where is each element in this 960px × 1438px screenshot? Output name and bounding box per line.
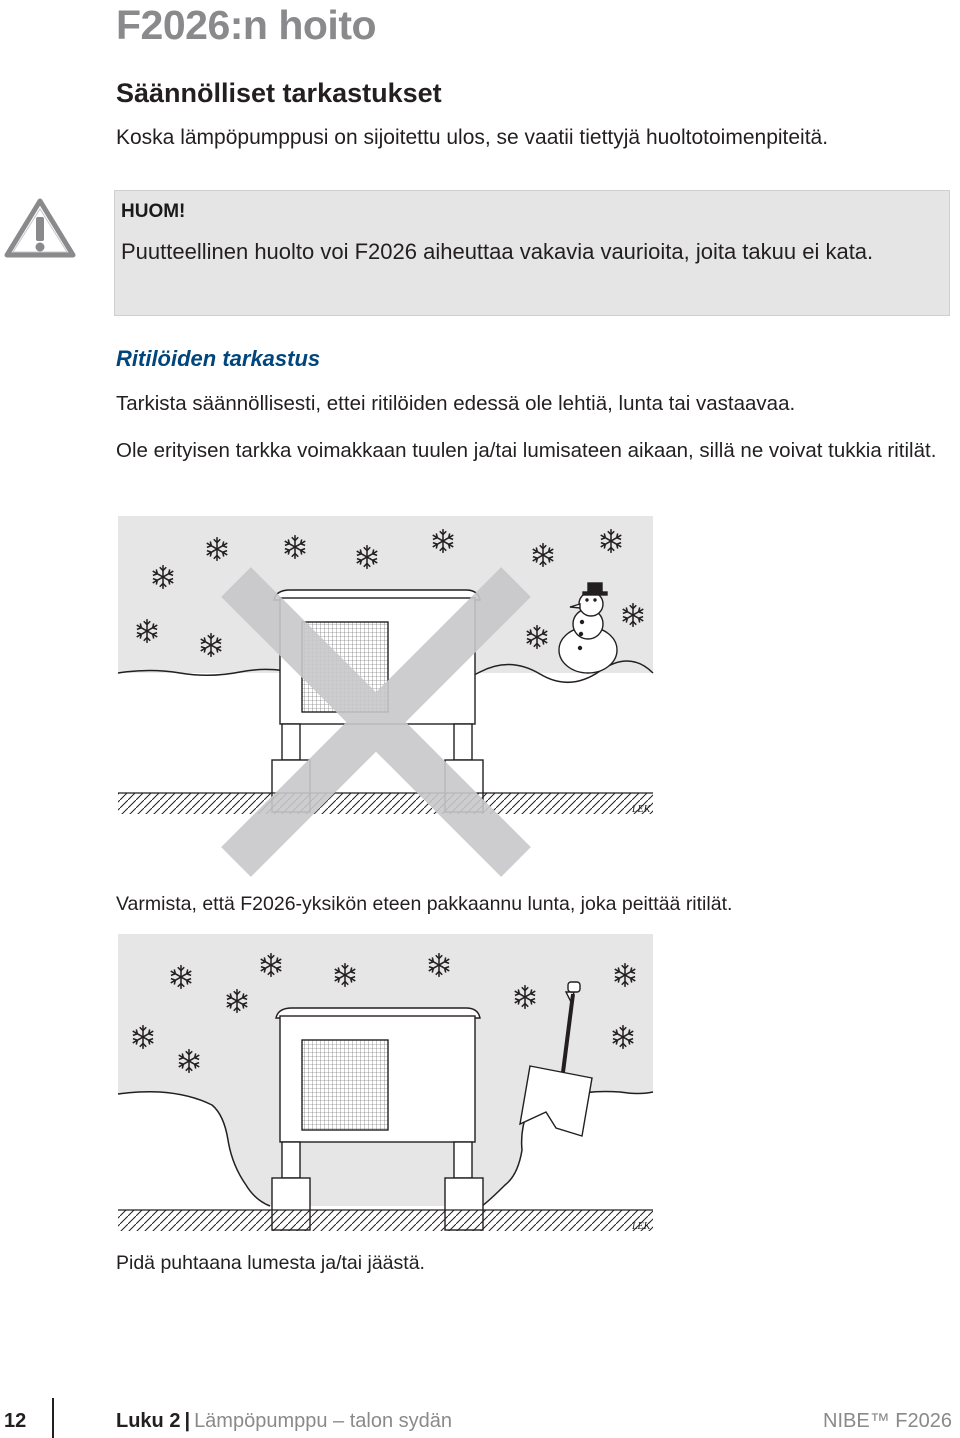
figure-1-caption: Varmista, että F2026-yksikön eteen pakkaannu lunta, joka peittää ritilät. [116,893,733,915]
footer-brand: NIBE™ F2026 [823,1410,952,1432]
notice-title: HUOM! [121,201,186,222]
grille-paragraph-2: Ole erityisen tarkka voimakkaan tuulen ja/tai lumisateen aikaan, sillä ne voivat tukkia ritilät. [116,439,937,462]
section-heading: Säännölliset tarkastukset [116,78,442,108]
page-number: 12 [4,1410,27,1432]
figure-snow-cleared [0,928,960,1238]
ground-hatch [118,1210,653,1231]
chapter-label: Luku 2 [116,1410,181,1432]
warning-triangle-icon [4,197,76,259]
figure-label: LEK [632,804,651,815]
figure-label: LEK [632,1221,651,1232]
notice-box [114,190,950,316]
page-title: F2026:n hoito [116,2,377,48]
figure-snow-blocking-grille [0,510,960,880]
chapter-subtitle: Lämpöpumppu – talon sydän [194,1410,453,1432]
grille-paragraph-1: Tarkista säännöllisesti, ettei ritilöiden edessä ole lehtiä, lunta tai vastaavaa. [116,392,796,415]
grille-heading: Ritilöiden tarkastus [116,346,321,371]
notice-text: Puutteellinen huolto voi F2026 aiheuttaa vakavia vaurioita, joita takuu ei kata. [121,239,874,264]
ground-hatch [118,793,653,814]
footer-chapter [116,1410,452,1433]
chapter-separator: | [184,1410,191,1432]
footer-divider [52,1398,54,1438]
figure-2-caption: Pidä puhtaana lumesta ja/tai jäästä. [116,1252,425,1274]
intro-text: Koska lämpöpumppusi on sijoitettu ulos, se vaatii tiettyjä huoltotoimenpiteitä. [116,126,829,149]
